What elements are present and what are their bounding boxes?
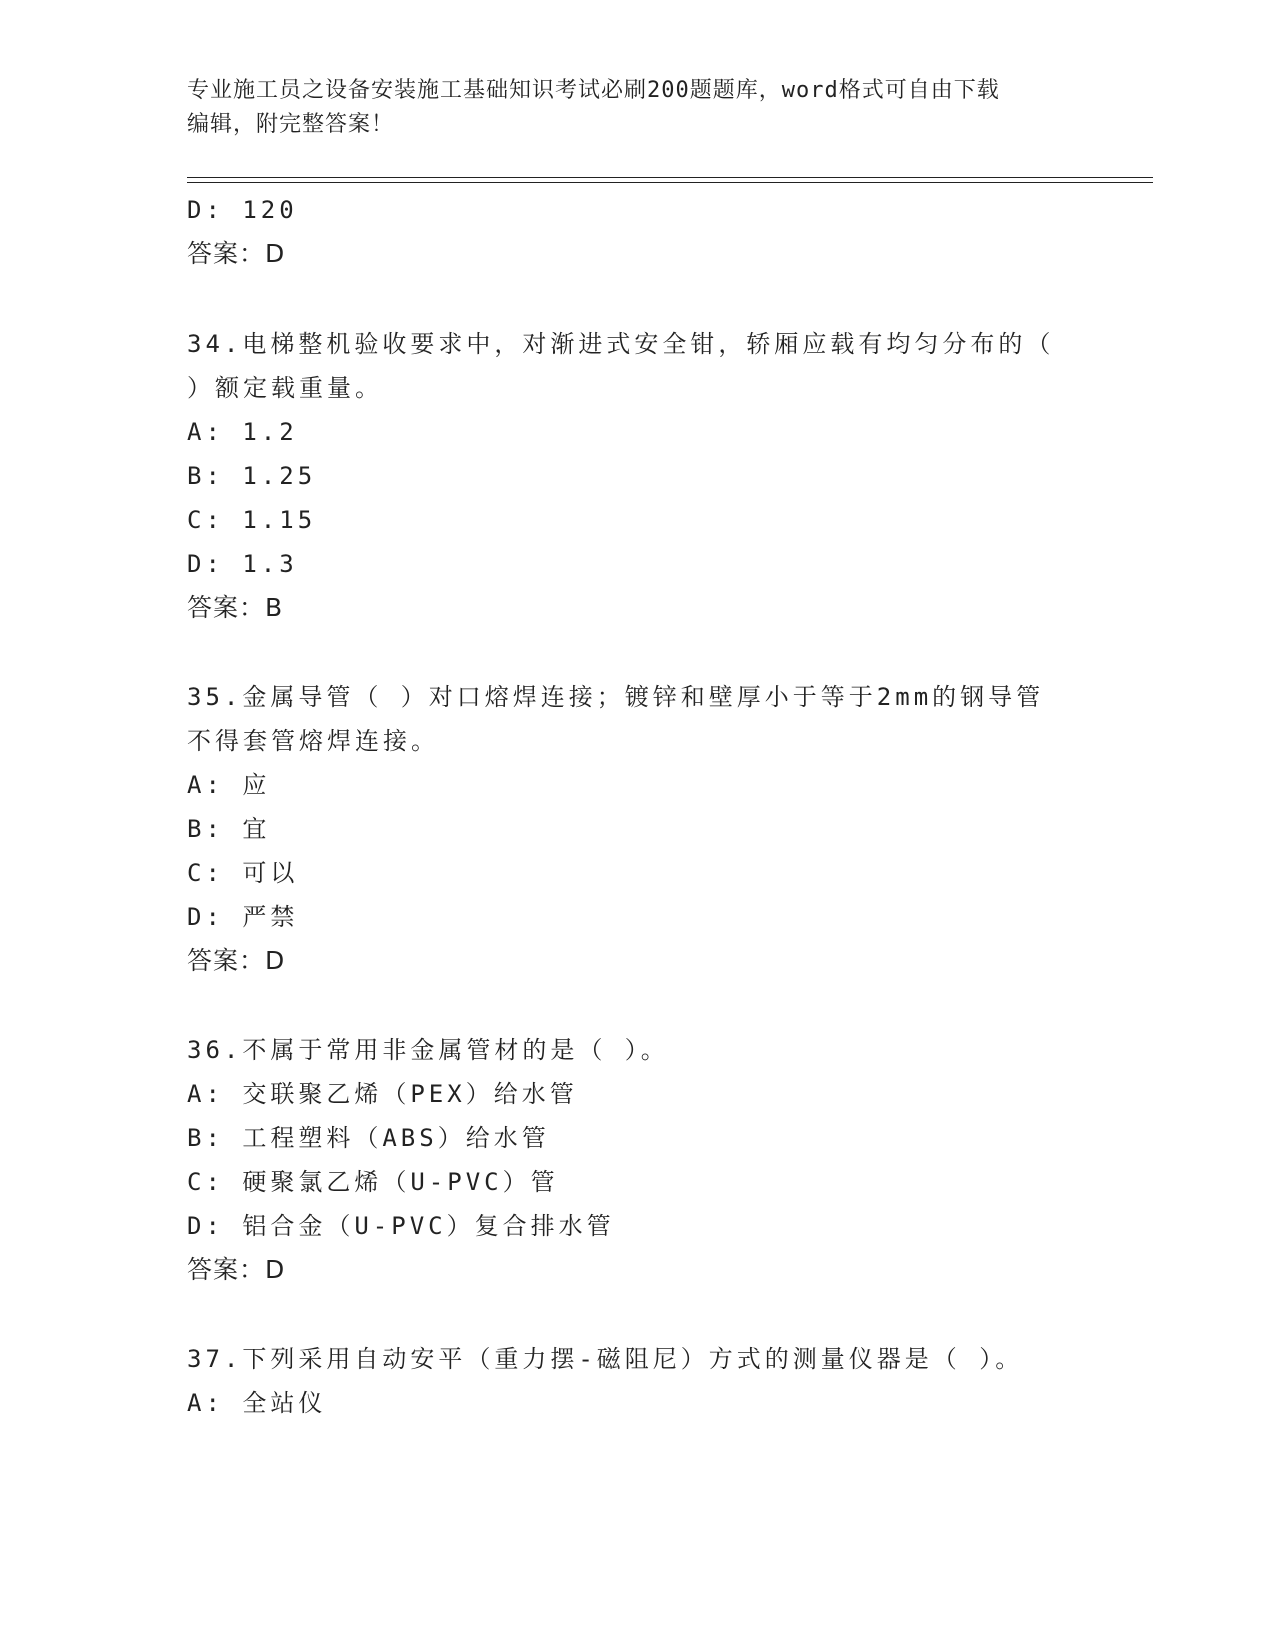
q35-option-b: B: 宜 (187, 815, 271, 843)
q35-option-a: A: 应 (187, 771, 271, 799)
prev-option-d: D: 120 (187, 196, 298, 224)
header-line-2: 编辑，附完整答案！ (187, 112, 395, 137)
q36-option-d: D: 铝合金（U-PVC）复合排水管 (187, 1212, 615, 1240)
header-line-1: 专业施工员之设备安装施工基础知识考试必刷200题题库，word格式可自由下载 (187, 78, 1000, 103)
q34-option-b: B: 1.25 (187, 462, 317, 490)
q35-answer: 答案：D (187, 946, 286, 975)
q34-stem-line-1: 34.电梯整机验收要求中，对渐进式安全钳，轿厢应载有均匀分布的（ (187, 330, 1055, 358)
q36-stem-line-1: 36.不属于常用非金属管材的是（ ）。 (187, 1036, 669, 1064)
q35-stem-line-2: 不得套管熔焊连接。 (187, 727, 439, 755)
q35-option-d: D: 严禁 (187, 903, 299, 931)
q37-option-a: A: 全站仪 (187, 1389, 327, 1417)
q35-stem-line-1: 35.金属导管（ ）对口熔焊连接；镀锌和壁厚小于等于2mm的钢导管 (187, 683, 1045, 711)
q35-option-c: C: 可以 (187, 859, 299, 887)
q34-stem-line-2: ）额定载重量。 (187, 374, 383, 402)
q36-option-a: A: 交联聚乙烯（PEX）给水管 (187, 1080, 578, 1108)
q34-option-d: D: 1.3 (187, 550, 298, 578)
q37-stem-line-1: 37.下列采用自动安平（重力摆-磁阻尼）方式的测量仪器是（ ）。 (187, 1345, 1024, 1373)
document-header (187, 74, 1067, 142)
q34-option-a: A: 1.2 (187, 418, 298, 446)
q36-option-c: C: 硬聚氯乙烯（U-PVC）管 (187, 1168, 559, 1196)
header-rule-top (187, 177, 1153, 178)
prev-answer: 答案：D (187, 239, 286, 268)
q34-option-c: C: 1.15 (187, 506, 317, 534)
header-rule-bottom (187, 182, 1153, 183)
q34-answer: 答案：B (187, 593, 284, 622)
q36-option-b: B: 工程塑料（ABS）给水管 (187, 1124, 550, 1152)
q36-answer: 答案：D (187, 1255, 286, 1284)
